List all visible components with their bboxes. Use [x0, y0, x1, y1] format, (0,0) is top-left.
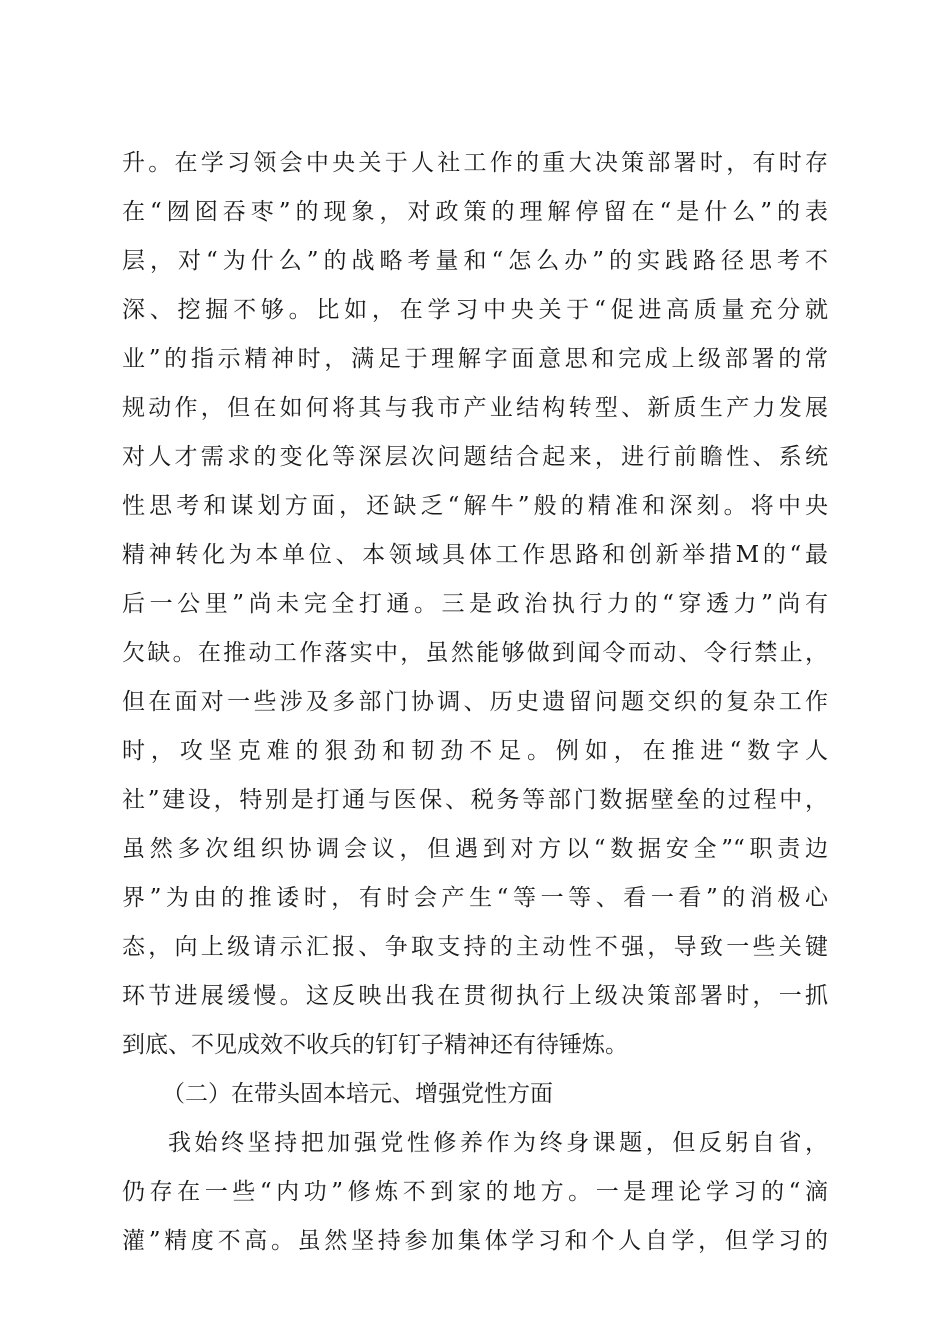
body-text-line: 升。在学习领会中央关于人社工作的重大决策部署时，有时存 [122, 150, 828, 176]
body-text-line: 但在面对一些涉及多部门协调、历史遗留问题交织的复杂工作 [122, 689, 828, 715]
body-text-line: 对人才需求的变化等深层次问题结合起来，进行前瞻性、系统 [122, 444, 828, 470]
body-text-line: 社”建设，特别是打通与医保、税务等部门数据壁垒的过程中， [122, 787, 828, 813]
body-text-line: 深、挖掘不够。比如，在学习中央关于“促进高质量充分就 [122, 297, 828, 323]
body-text-line: 界”为由的推诿时，有时会产生“等一等、看一看”的消极心 [122, 885, 828, 911]
body-text-line: 在“囫囵吞枣”的现象，对政策的理解停留在“是什么”的表 [122, 199, 828, 225]
section-heading: （二）在带头固本培元、增强党性方面 [162, 1081, 553, 1107]
body-text-line: 灌”精度不高。虽然坚持参加集体学习和个人自学，但学习的 [122, 1228, 828, 1254]
body-text-line: 层，对“为什么”的战略考量和“怎么办”的实践路径思考不 [122, 248, 828, 274]
body-text-line: 我始终坚持把加强党性修养作为终身课题，但反躬自省， [168, 1130, 828, 1156]
body-text-line: 虽然多次组织协调会议，但遇到对方以“数据安全”“职责边 [122, 836, 828, 862]
body-text-line: 欠缺。在推动工作落实中，虽然能够做到闻令而动、令行禁止， [122, 640, 828, 666]
body-text-line: 后一公里”尚未完全打通。三是政治执行力的“穿透力”尚有 [122, 591, 828, 617]
body-text-line: 精神转化为本单位、本领域具体工作思路和创新举措M的“最 [122, 542, 828, 568]
body-text-line: 时，攻坚克难的狠劲和韧劲不足。例如，在推进“数字人 [122, 738, 828, 764]
body-text-line: 性思考和谋划方面，还缺乏“解牛”般的精准和深刻。将中央 [122, 493, 828, 519]
body-text-line: 业”的指示精神时，满足于理解字面意思和完成上级部署的常 [122, 346, 828, 372]
body-text-line: 仍存在一些“内功”修炼不到家的地方。一是理论学习的“滴 [122, 1179, 828, 1205]
body-text-line: 到底、不见成效不收兵的钉钉子精神还有待锤炼。 [122, 1032, 628, 1058]
body-text-line: 态，向上级请示汇报、争取支持的主动性不强，导致一些关键 [122, 934, 828, 960]
body-text-line: 规动作，但在如何将其与我市产业结构转型、新质生产力发展 [122, 395, 828, 421]
body-text-line: 环节进展缓慢。这反映出我在贯彻执行上级决策部署时，一抓 [122, 983, 828, 1009]
